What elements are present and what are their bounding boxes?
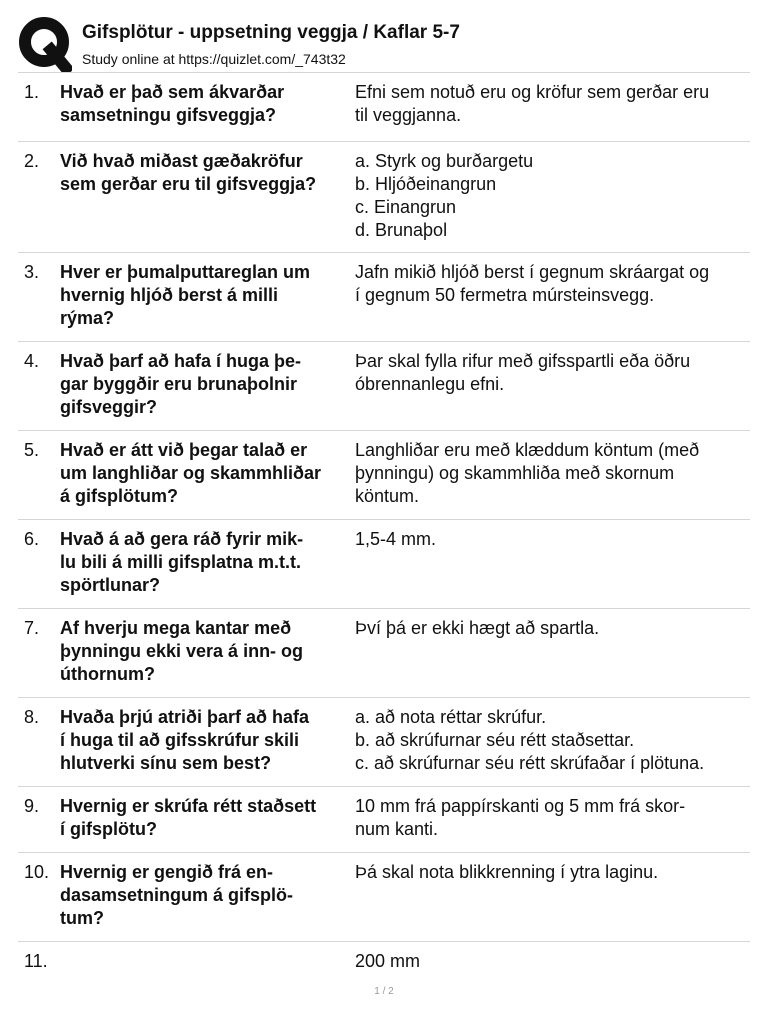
flashcard-row bbox=[18, 252, 750, 341]
flashcard-row bbox=[18, 786, 750, 852]
card-number: 6. bbox=[24, 529, 40, 549]
card-question bbox=[60, 861, 360, 930]
card-question bbox=[60, 795, 360, 841]
card-number: 1. bbox=[24, 82, 40, 102]
flashcard-row bbox=[18, 141, 750, 252]
answer-line: Því þá er ekki hægt að spartla. bbox=[355, 618, 600, 638]
flashcard-row bbox=[18, 519, 750, 608]
answer-line: c. Einangrun bbox=[355, 197, 457, 217]
question-line: Hvað er átt við þegar talað er bbox=[60, 440, 308, 460]
card-answer bbox=[355, 439, 750, 508]
answer-line: Þá skal nota blikkrenning í ytra laginu. bbox=[355, 862, 659, 882]
question-line: Hvað er það sem ákvarðar bbox=[60, 82, 285, 102]
card-number: 7. bbox=[24, 618, 40, 638]
answer-line: a. Styrk og burðargetu bbox=[355, 151, 534, 171]
question-line: í gifsplötu? bbox=[60, 819, 157, 839]
answer-line: 10 mm frá pappírskanti og 5 mm frá skor- bbox=[355, 796, 686, 816]
card-answer bbox=[355, 950, 750, 973]
card-number: 2. bbox=[24, 151, 40, 171]
flashcard-row bbox=[18, 608, 750, 697]
question-line: samsetningu gifsveggja? bbox=[60, 105, 277, 125]
answer-line: a. að nota réttar skrúfur. bbox=[355, 707, 547, 727]
card-answer bbox=[355, 706, 750, 775]
answer-line: köntum. bbox=[355, 486, 420, 506]
answer-line: c. að skrúfurnar séu rétt skrúfaðar í plötuna. bbox=[355, 753, 705, 773]
flashcard-row bbox=[18, 72, 750, 141]
answer-line: b. að skrúfurnar séu rétt staðsettar. bbox=[355, 730, 635, 750]
question-line: spörtlunar? bbox=[60, 575, 161, 595]
answer-line: b. Hljóðeinangrun bbox=[355, 174, 497, 194]
card-number: 9. bbox=[24, 796, 40, 816]
card-answer bbox=[355, 81, 750, 127]
card-question bbox=[60, 261, 360, 330]
study-online-link[interactable]: Study online at https://quizlet.com/_743t32 bbox=[82, 51, 346, 67]
card-question bbox=[60, 706, 360, 775]
question-line: sem gerðar eru til gifsveggja? bbox=[60, 174, 317, 194]
answer-line: til veggjanna. bbox=[355, 105, 462, 125]
question-line: dasamsetningum á gifsplö- bbox=[60, 885, 294, 905]
answer-line: Jafn mikið hljóð berst í gegnum skráargat og bbox=[355, 262, 710, 282]
flashcard-row bbox=[18, 430, 750, 519]
quizlet-logo-icon bbox=[18, 16, 72, 72]
card-answer bbox=[355, 350, 750, 396]
question-line: hvernig hljóð berst á milli bbox=[60, 285, 279, 305]
question-line: Við hvað miðast gæðakröfur bbox=[60, 151, 303, 171]
answer-line: num kanti. bbox=[355, 819, 439, 839]
question-line: lu bili á milli gifsplatna m.t.t. bbox=[60, 552, 302, 572]
card-number: 3. bbox=[24, 262, 40, 282]
flashcard-row bbox=[18, 852, 750, 941]
answer-line: í gegnum 50 fermetra múrsteinsvegg. bbox=[355, 285, 655, 305]
card-question bbox=[60, 439, 360, 508]
question-line: gar byggðir eru brunaþolnir bbox=[60, 374, 298, 394]
card-answer bbox=[355, 528, 750, 551]
card-number: 10. bbox=[24, 862, 50, 882]
document-header bbox=[18, 14, 750, 68]
question-line: á gifsplötum? bbox=[60, 486, 178, 506]
question-line: gifsveggir? bbox=[60, 397, 158, 417]
question-line: í huga til að gifsskrúfur skili bbox=[60, 730, 300, 750]
question-line: hlutverki sínu sem best? bbox=[60, 753, 272, 773]
question-line: Hvað þarf að hafa í huga þe- bbox=[60, 351, 302, 371]
card-question bbox=[60, 528, 360, 597]
question-line: tum? bbox=[60, 908, 104, 928]
question-line: rýma? bbox=[60, 308, 115, 328]
answer-line: Langhliðar eru með klæddum köntum (með bbox=[355, 440, 700, 460]
question-line: Hvað á að gera ráð fyrir mik- bbox=[60, 529, 304, 549]
card-question bbox=[60, 350, 360, 419]
question-line: Hvernig er gengið frá en- bbox=[60, 862, 274, 882]
answer-line: óbrennanlegu efni. bbox=[355, 374, 505, 394]
answer-line: Þar skal fylla rifur með gifsspartli eða öðru bbox=[355, 351, 691, 371]
question-line: Hvaða þrjú atriði þarf að hafa bbox=[60, 707, 310, 727]
card-question bbox=[60, 81, 360, 127]
question-line: Hvernig er skrúfa rétt staðsett bbox=[60, 796, 317, 816]
answer-line: 1,5-4 mm. bbox=[355, 529, 437, 549]
answer-line: þynningu) og skammhliða með skornum bbox=[355, 463, 675, 483]
answer-line: 200 mm bbox=[355, 951, 421, 971]
flashcard-row bbox=[18, 341, 750, 430]
card-answer bbox=[355, 795, 750, 841]
flashcard-list bbox=[18, 72, 750, 989]
document-title: Gifsplötur - uppsetning veggja / Kaflar 5-7 bbox=[82, 22, 460, 43]
question-line: þynningu ekki vera á inn- og bbox=[60, 641, 304, 661]
question-line: Af hverju mega kantar með bbox=[60, 618, 292, 638]
question-line: úthornum? bbox=[60, 664, 155, 684]
card-answer bbox=[355, 617, 750, 640]
card-number: 5. bbox=[24, 440, 40, 460]
flashcard-row bbox=[18, 941, 750, 989]
card-number: 11. bbox=[24, 951, 48, 971]
question-line: Hver er þumalputtareglan um bbox=[60, 262, 311, 282]
answer-line: d. Brunaþol bbox=[355, 220, 448, 240]
page-number: 1 / 2 bbox=[374, 986, 394, 997]
question-line: um langhliðar og skammhliðar bbox=[60, 463, 322, 483]
card-answer bbox=[355, 261, 750, 307]
card-question bbox=[60, 617, 360, 686]
card-number: 8. bbox=[24, 707, 40, 727]
answer-line: Efni sem notuð eru og kröfur sem gerðar eru bbox=[355, 82, 710, 102]
flashcard-row bbox=[18, 697, 750, 786]
card-answer bbox=[355, 861, 750, 884]
card-number: 4. bbox=[24, 351, 40, 371]
card-question bbox=[60, 150, 360, 196]
card-answer bbox=[355, 150, 750, 242]
